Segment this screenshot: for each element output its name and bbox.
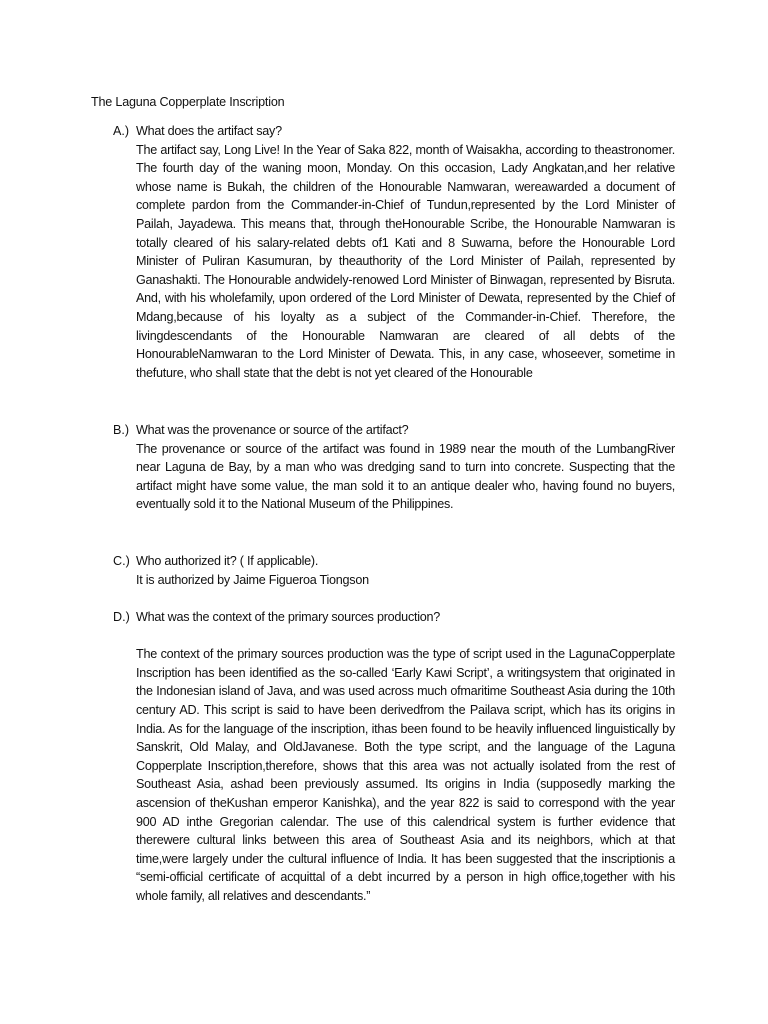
- section-d-marker: D.): [113, 610, 130, 624]
- section-d-body: [136, 608, 675, 906]
- section-a-marker: A.): [113, 124, 130, 138]
- section-d: [113, 608, 678, 906]
- section-d-spacer: [136, 627, 675, 646]
- section-b-marker: B.): [113, 423, 130, 437]
- section-a-question: What does the artifact say?: [136, 124, 282, 138]
- section-c-question: Who authorized it? ( If applicable).: [136, 554, 319, 568]
- section-c-body: [136, 552, 675, 589]
- document-title: The Laguna Copperplate Inscription: [91, 95, 285, 109]
- section-c-answer: It is authorized by Jaime Figueroa Tiongson: [136, 572, 369, 587]
- section-b-answer: The provenance or source of the artifact was found in 1989 near the mouth of the LumbangRiver near Laguna de Bay, by a man who was dredging sand to turn into concrete. Suspecting that the artifact might have some value, the man sold it to an antique dealer who, having found no buyers, eventually sold it to the National Museum of the Philippines.: [136, 441, 675, 512]
- section-b: [113, 421, 678, 514]
- section-d-answer: The context of the primary sources production was the type of script used in the LagunaCopperplate Inscription has been identified as the so-called ‘Early Kawi Script’, a writingsystem that originated in the Indonesian island of Java, and was used across much ofmaritime Southeast Asia during the 10th century AD. This script is said to have been derivedfrom the Pailava script, which has its origins in India. As for the language of the inscription, ithas been found to be heavily influenced linguistically by Sanskrit, Old Malay, and OldJavanese. Both the type script, and the language of the Laguna Copperplate Inscription,therefore, shows that this area was not actually isolated from the rest of Southeast Asia, ashad been previously assumed. Its origins in India (supposedly marking the ascension of theKushan emperor Kanishka), and the year 822 is said to correspond with the year 900 AD inthe Gregorian calendar. The use of this calendrical system is further evidence that therewere cultural links between this area of Southeast Asia and its neighbors, which at that time,were largely under the cultural influence of India. It has been suggested that the inscriptionis a “semi-official certificate of acquittal of a debt incurred by a person in high office,together with his whole family, all relatives and descendants.”: [136, 647, 675, 903]
- section-a-answer: The artifact say, Long Live! In the Year of Saka 822, month of Waisakha, according to theastronomer. The fourth day of the waning moon, Monday. On this occasion, Lady Angkatan,and her relative whose name is Bukah, the children of the Honourable Namwaran, wereawarded a document of complete pardon from the Commander-in-Chief of Tundun,represented by the Lord Minister of Pailah, Jayadewa. This means that, through theHonourable Scribe, the Honourable Namwaran is totally cleared of his salary-related debts of1 Kati and 8 Suwarna, before the Honourable Lord Minister of Puliran Kasumuran, by theauthority of the Lord Minister of Pailah, represented by Ganashakti. The Honourable andwidely-renowed Lord Minister of Binwagan, represented by Bisruta. And, with his wholefamily, upon ordered of the Lord Minister of Dewata, represented by the Chief of Mdang,because of his loyalty as a subject of the Commander-in-Chief. Therefore, the livingdescendants of the Honourable Namwaran are cleared of all debts of the HonourableNamwaran to the Lord Minister of Dewata. This, in any case, whoseever, sometime in thefuture, who shall state that the debt is not yet cleared of the Honourable: [136, 142, 675, 380]
- section-c: [113, 552, 678, 589]
- section-d-question: What was the context of the primary sources production?: [136, 610, 441, 624]
- section-b-body: [136, 421, 675, 514]
- section-c-marker: C.): [113, 554, 130, 568]
- section-a-body: [136, 122, 675, 382]
- section-b-question: What was the provenance or source of the artifact?: [136, 423, 409, 437]
- section-a: [113, 122, 678, 382]
